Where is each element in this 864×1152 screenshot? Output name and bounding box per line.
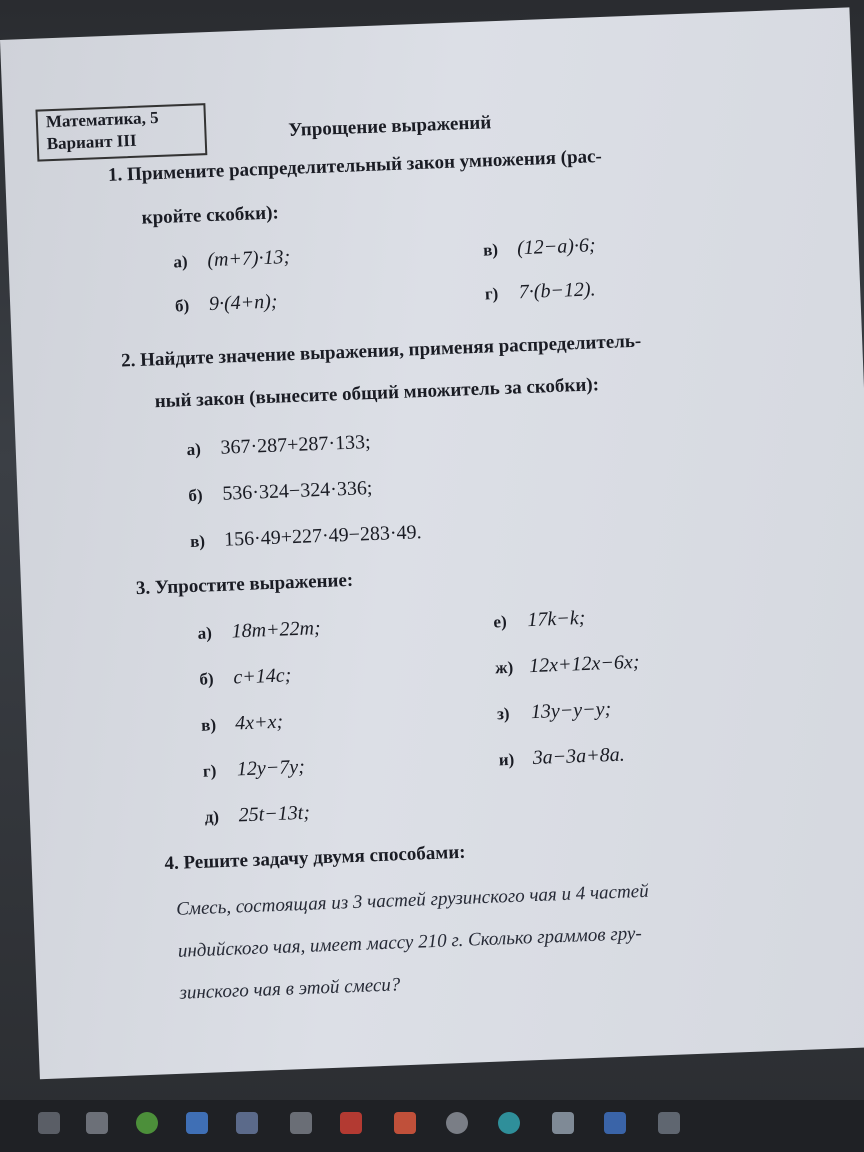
item-expr: 17k−k; <box>526 606 586 632</box>
folder-icon[interactable] <box>552 1112 574 1134</box>
q1-text-line2: кройте скобки): <box>141 202 280 229</box>
item-expr: 25t−13t; <box>238 801 311 827</box>
q3-item-zh <box>495 651 640 680</box>
vpn-icon[interactable] <box>498 1112 520 1134</box>
q2-item-a <box>186 431 371 461</box>
header-box <box>35 103 207 161</box>
item-expr: 4x+x; <box>234 710 284 735</box>
q4-text: 4. Решите задачу двумя способами: <box>164 841 466 875</box>
q3-item-d <box>204 802 310 829</box>
q2-text-line1: 2. Найдите значение выражения, применяя распределитель- <box>120 330 642 372</box>
item-label: в) <box>200 715 217 735</box>
item-expr: 367·287+287·133; <box>220 431 372 459</box>
item-expr: 9·(4+n); <box>208 290 278 316</box>
variant-label: Вариант III <box>46 130 137 154</box>
item-label: б) <box>188 485 203 506</box>
yandex-browser-icon[interactable] <box>446 1112 468 1134</box>
item-label: а) <box>173 251 188 272</box>
q1-text-line1: 1. Примените распределительный закон умножения (рас- <box>107 145 603 186</box>
window-icon[interactable] <box>290 1112 312 1134</box>
item-expr: 12y−7y; <box>236 755 306 781</box>
app-icon[interactable] <box>136 1112 158 1134</box>
q2-item-b <box>188 477 373 507</box>
q3-item-v <box>201 711 284 737</box>
item-label: б) <box>174 295 190 316</box>
q3-item-i <box>498 744 625 772</box>
app-red-icon[interactable] <box>394 1112 416 1134</box>
messenger-icon[interactable] <box>186 1112 208 1134</box>
q4-task-line1: Смесь, состоящая из 3 частей грузинского чая и 4 частей <box>175 880 650 920</box>
q3-item-z <box>497 698 612 725</box>
monitor-icon[interactable] <box>658 1112 680 1134</box>
worksheet-title: Упрощение выражений <box>288 112 492 141</box>
item-label: б) <box>199 669 214 689</box>
q4-task-line3: зинского чая в этой смеси? <box>179 974 401 1004</box>
q1-item-v <box>483 234 596 261</box>
q4-task-line2: индийского чая, имеет массу 210 г. Сколько граммов гру- <box>177 923 643 962</box>
item-expr: 13y−y−y; <box>530 698 612 724</box>
item-label: а) <box>186 439 202 460</box>
home-icon[interactable] <box>38 1112 60 1134</box>
item-expr: 7·(b−12). <box>518 278 597 304</box>
item-label: ж) <box>494 657 514 678</box>
yandex-icon[interactable] <box>340 1112 362 1134</box>
item-expr: 18m+22m; <box>231 617 322 643</box>
q2-item-v <box>190 521 422 553</box>
q1-item-a <box>173 246 291 273</box>
q2-text-line2: ный закон (вынесите общий множитель за скобки): <box>154 374 600 413</box>
item-expr: 156·49+227·49−283·49. <box>223 521 422 551</box>
item-expr: 3a−3a+8a. <box>532 743 626 770</box>
item-label: а) <box>197 623 213 643</box>
q3-item-a <box>197 617 321 645</box>
flag-icon[interactable] <box>604 1112 626 1134</box>
calculator-icon[interactable] <box>236 1112 258 1134</box>
item-label: д) <box>204 807 220 827</box>
taskbar <box>0 1100 864 1152</box>
q3-item-b <box>199 664 292 691</box>
item-label: е) <box>493 611 508 632</box>
item-expr: (12−a)·6; <box>516 234 596 260</box>
item-label: з) <box>496 703 510 724</box>
q3-item-g <box>203 756 306 783</box>
item-expr: (m+7)·13; <box>206 246 291 272</box>
item-label: г) <box>484 284 499 304</box>
item-label: в) <box>482 240 499 260</box>
item-label: в) <box>189 531 206 552</box>
item-expr: c+14c; <box>232 664 292 689</box>
store-icon[interactable] <box>86 1112 108 1134</box>
item-label: г) <box>202 761 217 781</box>
worksheet <box>26 41 864 1071</box>
q1-item-b <box>175 291 278 318</box>
item-expr: 12x+12x−6x; <box>528 650 640 678</box>
item-expr: 536·324−324·336; <box>221 477 373 505</box>
q3-item-e <box>493 607 586 634</box>
q3-text: 3. Упростите выражение: <box>135 569 354 600</box>
q1-item-g <box>484 278 596 305</box>
item-label: и) <box>498 749 515 770</box>
subject-label: Математика, 5 <box>45 107 159 132</box>
